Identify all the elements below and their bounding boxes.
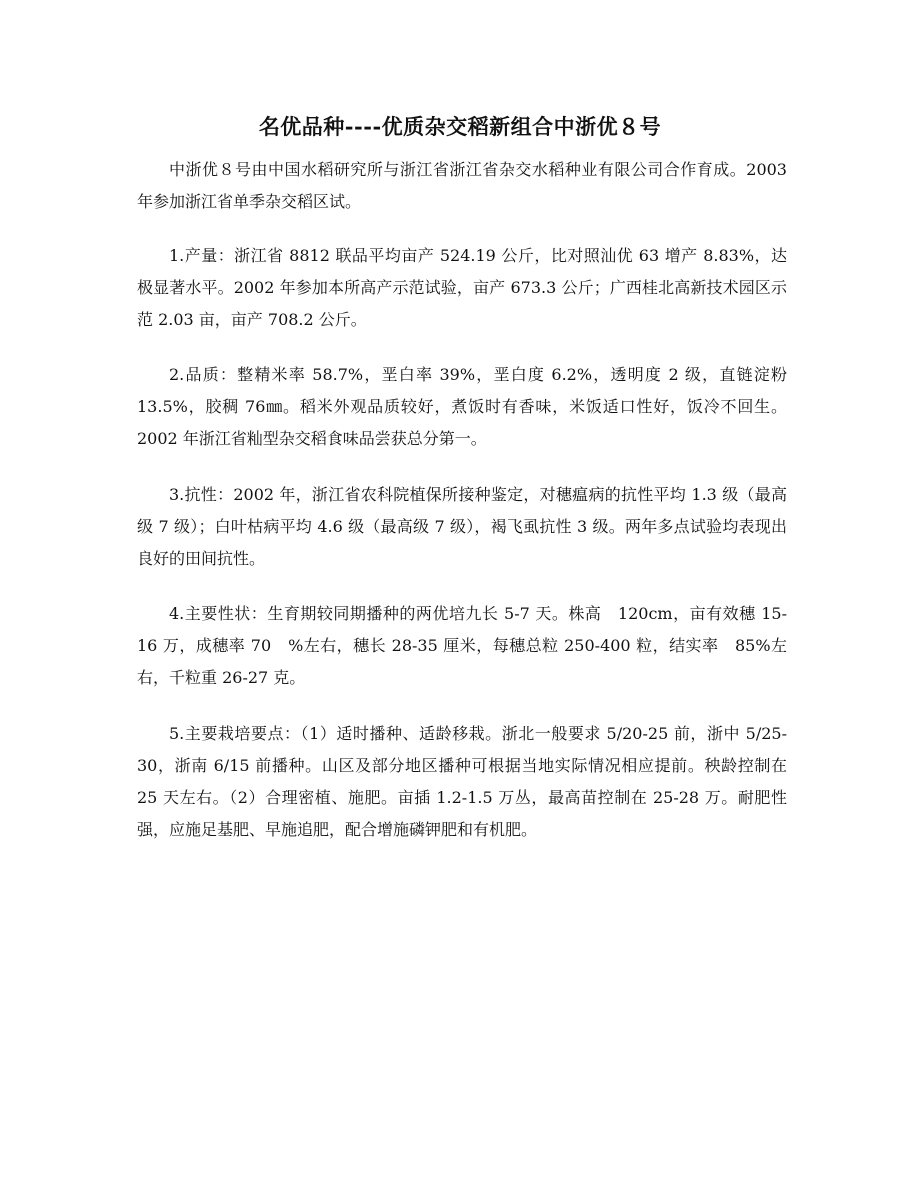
- document-title: 名优品种----优质杂交稻新组合中浙优８号: [258, 114, 662, 139]
- cultivation-paragraph: 5.主要栽培要点：（1）适时播种、适龄移栽。浙北一般要求 5/20-25 前，浙中 5/25-30，浙南 6/15 前播种。山区及部分地区播种可根据当地实际情况相应提前。秧龄控制在 25 天左右。（2）合理密植、施肥。亩插 1.2-1.5 万丛，最高苗控制在 25-28 万。耐肥性强，应施足基肥、早施追肥，配合增施磷钾肥和有机肥。: [137, 724, 787, 839]
- quality-paragraph: 2.品质：整精米率 58.7%，垩白率 39%，垩白度 6.2%，透明度 2 级，直链淀粉 13.5%，胶稠 76㎜。稻米外观品质较好，煮饭时有香味，米饭适口性好，饭冷不回生。2002 年浙江省籼型杂交稻食味品尝获总分第一。: [137, 365, 787, 448]
- yield-paragraph: 1.产量：浙江省 8812 联品平均亩产 524.19 公斤，比对照汕优 63 增产 8.83%，达极显著水平。2002 年参加本所高产示范试验，亩产 673.3 公斤；广西桂北高新技术园区示范 2.03 亩，亩产 708.2 公斤。: [137, 246, 787, 329]
- intro-paragraph: 中浙优８号由中国水稻研究所与浙江省浙江省杂交水稻种业有限公司合作育成。2003 年参加浙江省单季杂交稻区试。: [137, 160, 787, 211]
- resistance-paragraph: 3.抗性：2002 年，浙江省农科院植保所接种鉴定，对穗瘟病的抗性平均 1.3 级（最高级 7 级）；白叶枯病平均 4.6 级（最高级 7 级），褐飞虱抗性 3 级。两年多点试验均表现出良好的田间抗性。: [137, 485, 787, 568]
- traits-paragraph: 4.主要性状：生育期较同期播种的两优培九长 5-7 天。株高 120cm，亩有效穗 15-16 万，成穗率 70 %左右，穗长 28-35 厘米，每穗总粒 250-400 粒，结实率 85%左右，千粒重 26-27 克。: [137, 604, 787, 687]
